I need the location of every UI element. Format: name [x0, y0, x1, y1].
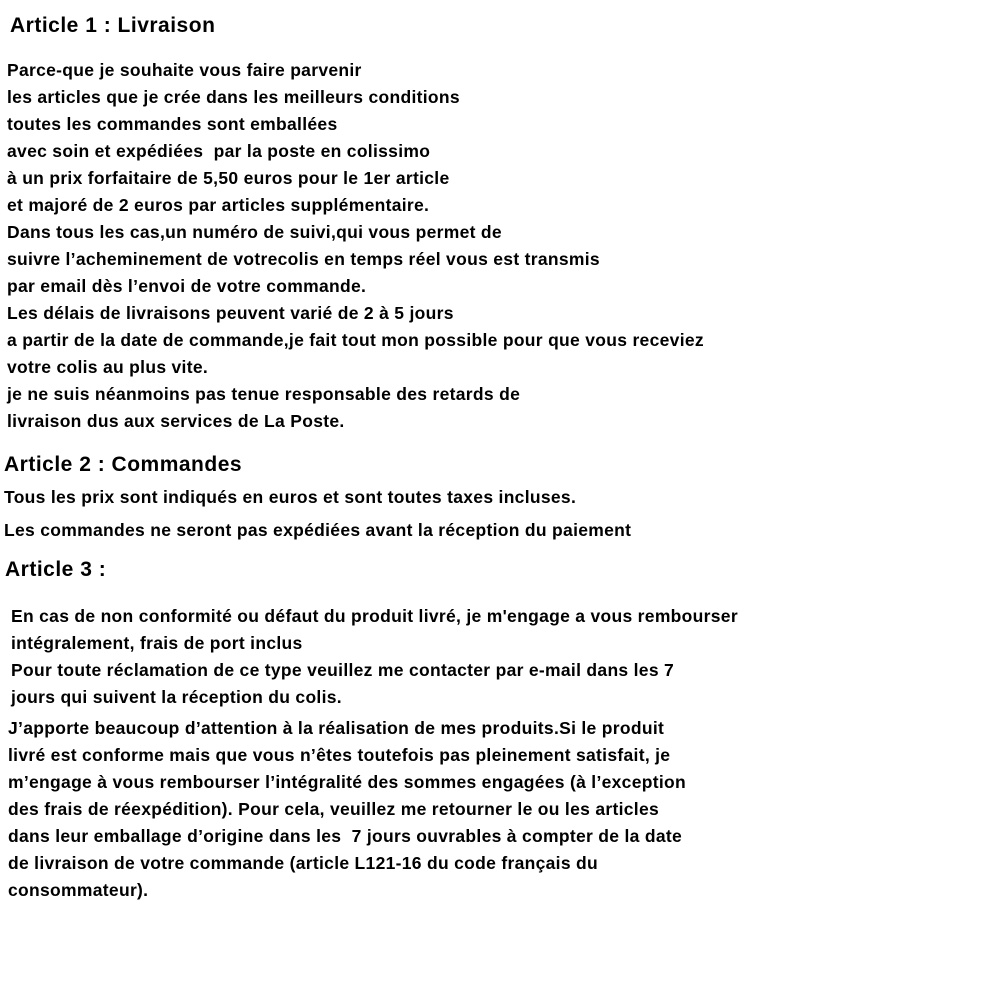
- article-1-line: Les délais de livraisons peuvent varié de 2 à 5 jours: [7, 303, 454, 323]
- article-2-line: Les commandes ne seront pas expédiées avant la réception du paiement: [4, 520, 632, 540]
- article-1-line: avec soin et expédiées par la poste en colissimo: [7, 141, 431, 161]
- article-1-line: et majoré de 2 euros par articles supplémentaire.: [7, 195, 430, 215]
- article-3-line: des frais de réexpédition). Pour cela, veuillez me retourner le ou les articles: [8, 799, 660, 819]
- article-1-line: par email dès l’envoi de votre commande.: [7, 276, 367, 296]
- article-3-line: m’engage à vous rembourser l’intégralité des sommes engagées (à l’exception: [8, 772, 687, 792]
- article-3-line: J’apporte beaucoup d’attention à la réalisation de mes produits.Si le produit: [8, 718, 665, 738]
- article-3-paragraph-2: [8, 715, 686, 904]
- article-3-line: de livraison de votre commande (article L121-16 du code français du: [8, 853, 599, 873]
- article-3-line: livré est conforme mais que vous n’êtes toutefois pas pleinement satisfait, je: [8, 745, 671, 765]
- article-1-line: je ne suis néanmoins pas tenue responsable des retards de: [7, 384, 521, 404]
- article-3-line: jours qui suivent la réception du colis.: [11, 687, 342, 707]
- article-1-line: Dans tous les cas,un numéro de suivi,qui vous permet de: [7, 222, 502, 242]
- article-3-line: intégralement, frais de port inclus: [11, 633, 303, 653]
- article-1-line: suivre l’acheminement de votrecolis en temps réel vous est transmis: [7, 249, 600, 269]
- article-1-line: Parce-que je souhaite vous faire parvenir: [7, 60, 362, 80]
- article-1-title: Article 1 : Livraison: [10, 14, 216, 37]
- article-3-line: Pour toute réclamation de ce type veuillez me contacter par e-mail dans les 7: [11, 660, 675, 680]
- article-3-line: consommateur).: [8, 880, 149, 900]
- article-1-line: a partir de la date de commande,je fait tout mon possible pour que vous receviez: [7, 330, 704, 350]
- article-3-line: En cas de non conformité ou défaut du produit livré, je m'engage a vous rembourser: [11, 606, 738, 626]
- article-1-line: à un prix forfaitaire de 5,50 euros pour le 1er article: [7, 168, 450, 188]
- article-1-line: livraison dus aux services de La Poste.: [7, 411, 345, 431]
- article-3-title: Article 3 :: [5, 558, 107, 581]
- article-1-line: les articles que je crée dans les meilleurs conditions: [7, 87, 460, 107]
- article-2-body: [4, 484, 631, 544]
- article-1-line: toutes les commandes sont emballées: [7, 114, 338, 134]
- article-3-line: dans leur emballage d’origine dans les 7 jours ouvrables à compter de la date: [8, 826, 683, 846]
- article-2-line: Tous les prix sont indiqués en euros et sont toutes taxes incluses.: [4, 487, 577, 507]
- article-2-title: Article 2 : Commandes: [4, 453, 243, 476]
- article-1-body: [7, 57, 704, 435]
- article-1-line: votre colis au plus vite.: [7, 357, 209, 377]
- article-3-paragraph-1: [11, 603, 738, 711]
